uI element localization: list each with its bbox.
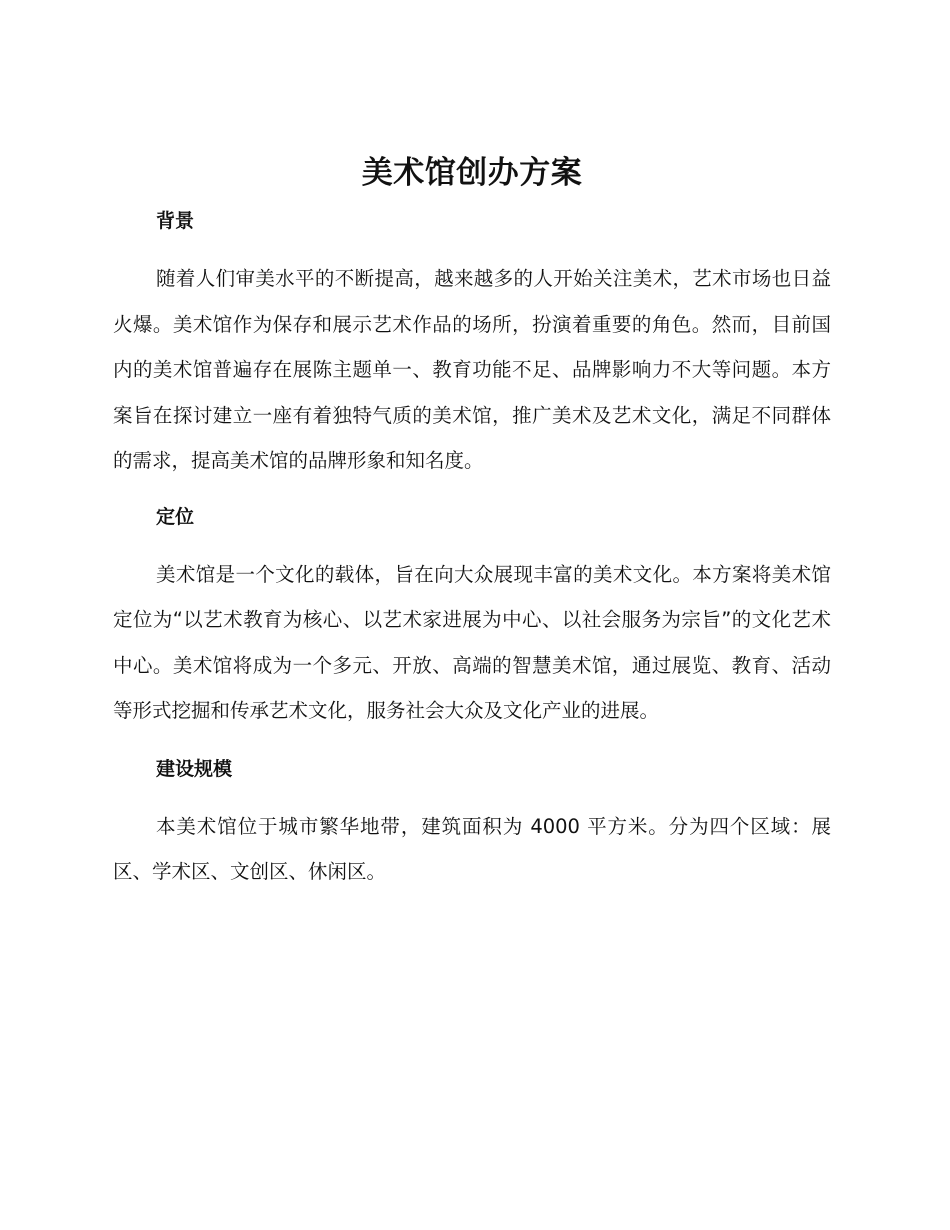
section-body-background: 随着人们审美水平的不断提高，越来越多的人开始关注美术，艺术市场也日益火爆。美术馆作为保存和展示艺术作品的场所，扮演着重要的角色。然而，目前国内的美术馆普遍存在展陈主题单一、教育功能不足、品牌影响力不大等问题。本方案旨在探讨建立一座有着独特气质的美术馆，推广美术及艺术文化，满足不同群体的需求，提高美术馆的品牌形象和知名度。 <box>113 267 831 472</box>
section-heading-background: 背景 <box>156 210 195 232</box>
section-body-positioning: 美术馆是一个文化的载体，旨在向大众展现丰富的美术文化。本方案将美术馆定位为“以艺术教育为核心、以艺术家进展为中心、以社会服务为宗旨”的文化艺术中心。美术馆将成为一个多元、开放、高端的智慧美术馆，通过展览、教育、活动等形式挖掘和传承艺术文化，服务社会大众及文化产业的进展。 <box>113 562 831 722</box>
section-body-construction-scale: 本美术馆位于城市繁华地带，建筑面积为 4000 平方米。分为四个区域：展区、学术区、文创区、休闲区。 <box>113 814 831 883</box>
document-title: 美术馆创办方案 <box>361 155 583 191</box>
section-heading-positioning: 定位 <box>156 505 195 528</box>
section-heading-construction-scale: 建设规模 <box>156 757 233 780</box>
document-page <box>113 150 831 895</box>
